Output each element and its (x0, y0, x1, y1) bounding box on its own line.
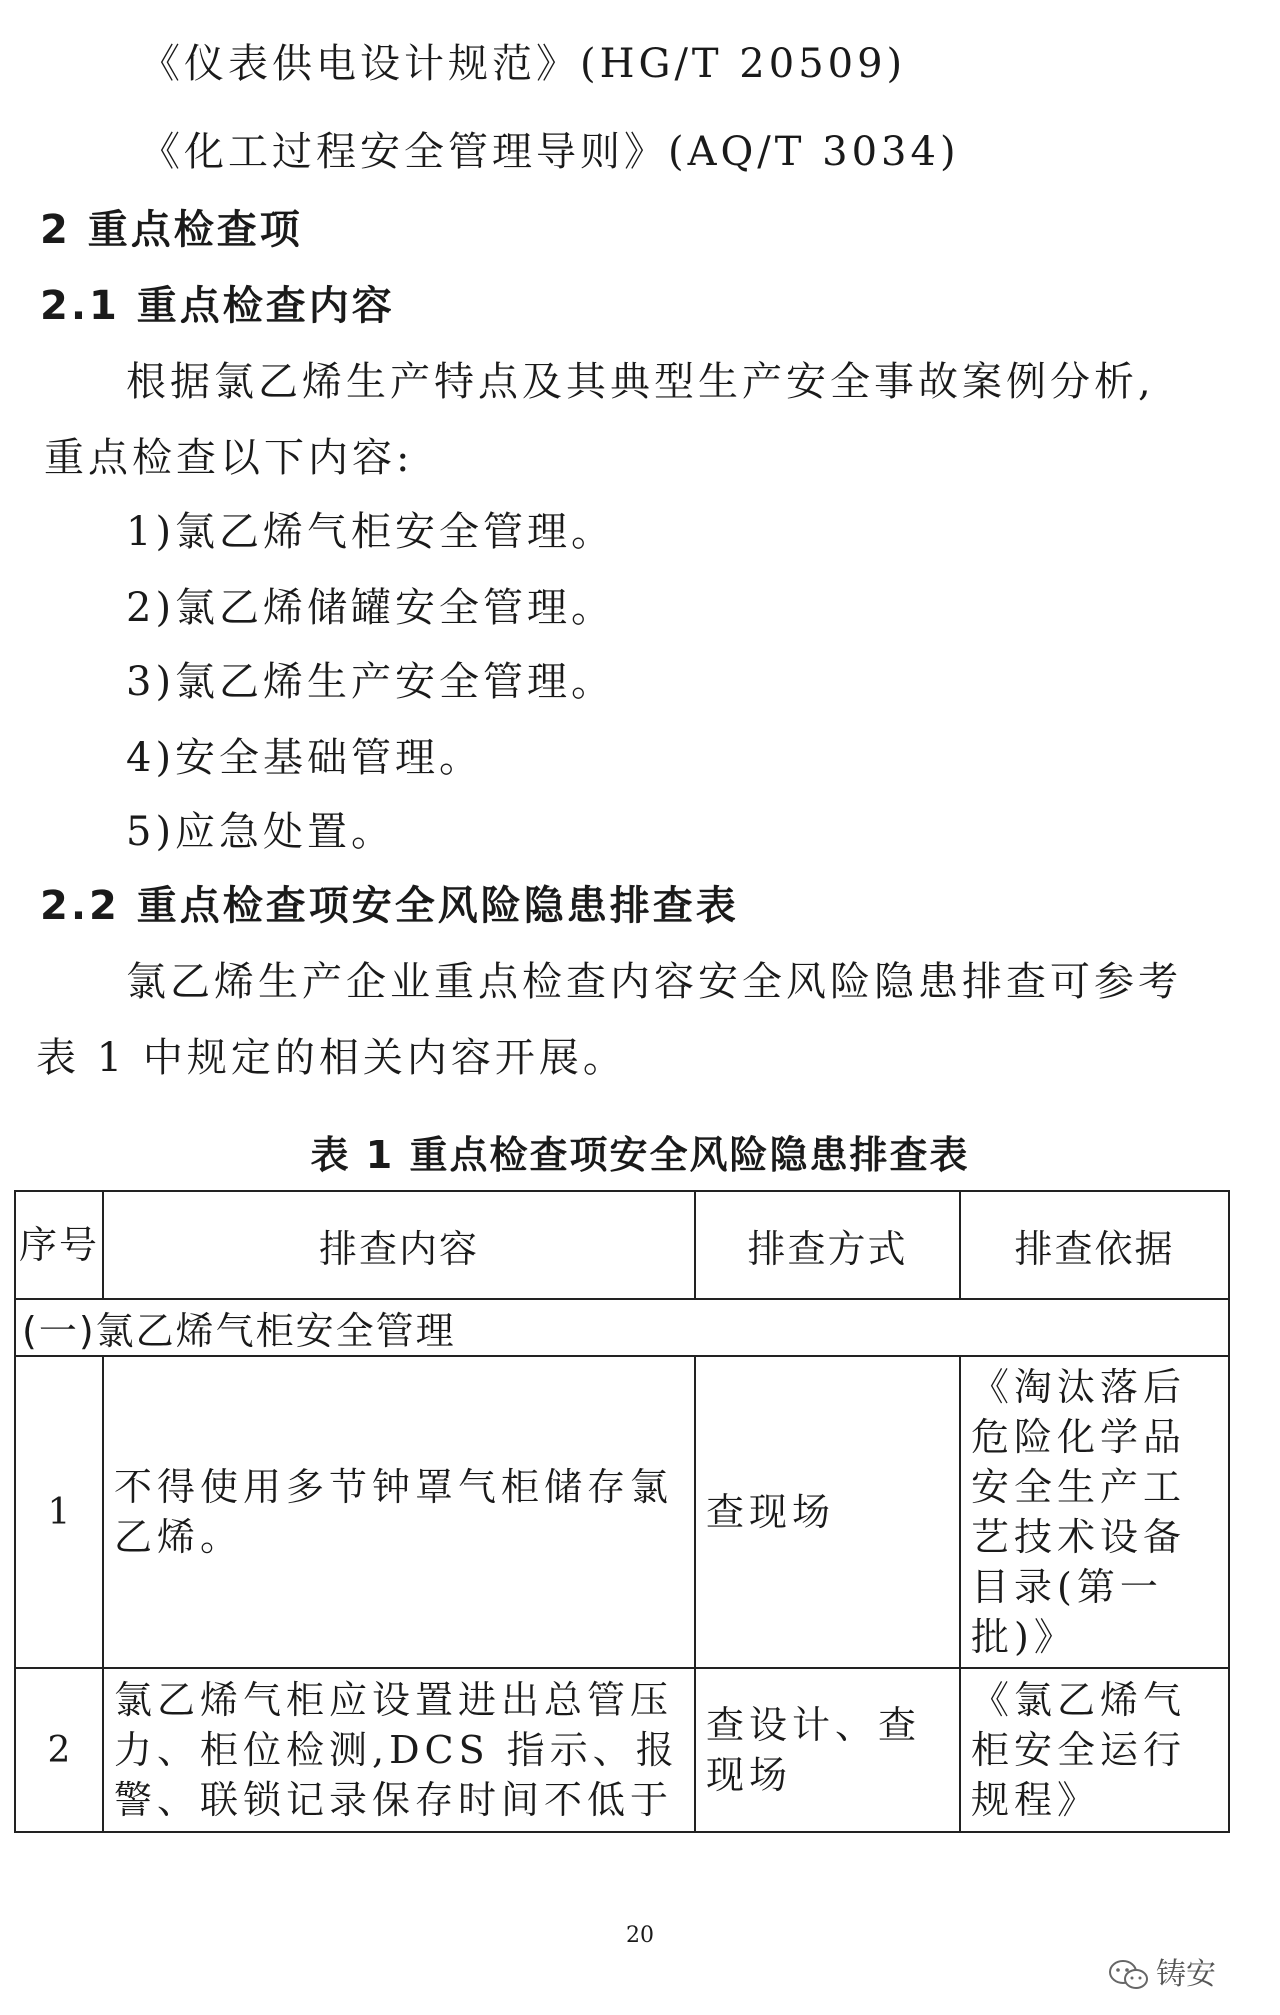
list-item-4: 4)安全基础管理。 (126, 735, 484, 781)
section-2-2-paragraph-line-2: 表 1 中规定的相关内容开展。 (36, 1035, 627, 1081)
section-2-heading: 2 重点检查项 (40, 207, 303, 253)
header-basis: 排查依据 (960, 1191, 1229, 1299)
header-seq: 序号 (15, 1191, 103, 1299)
row-basis: 《淘汰落后危险化学品安全生产工艺技术设备目录(第一批)》 (960, 1356, 1229, 1668)
row-method: 查现场 (695, 1356, 960, 1668)
section-2-1-heading: 2.1 重点检查内容 (40, 283, 395, 329)
inspection-table (14, 1190, 1230, 1833)
reference-line-2: 《化工过程安全管理导则》(AQ/T 3034) (140, 129, 960, 175)
section-2-1-paragraph-line-1: 根据氯乙烯生产特点及其典型生产安全事故案例分析, (126, 359, 1155, 405)
watermark-text: 铸安 (1156, 1957, 1216, 1992)
watermark (1108, 1955, 1216, 1995)
list-item-3: 3)氯乙烯生产安全管理。 (126, 659, 616, 705)
page-number: 20 (626, 1923, 654, 1948)
row-method: 查设计、查现场 (695, 1668, 960, 1832)
table-row (15, 1668, 1229, 1832)
section-row-label: (一)氯乙烯气柜安全管理 (15, 1299, 1229, 1356)
list-item-2: 2)氯乙烯储罐安全管理。 (126, 585, 616, 631)
table-row (15, 1356, 1229, 1668)
table-header-row (15, 1191, 1229, 1299)
wechat-icon (1108, 1959, 1150, 1991)
row-seq: 2 (15, 1668, 103, 1832)
list-item-1: 1)氯乙烯气柜安全管理。 (126, 509, 616, 555)
row-seq: 1 (15, 1356, 103, 1668)
header-content: 排查内容 (103, 1191, 695, 1299)
list-item-5: 5)应急处置。 (126, 809, 396, 855)
header-method: 排查方式 (695, 1191, 960, 1299)
row-content: 氯乙烯气柜应设置进出总管压力、柜位检测,DCS 指示、报警、联锁记录保存时间不低于 (103, 1668, 695, 1832)
row-content: 不得使用多节钟罩气柜储存氯乙烯。 (103, 1356, 695, 1668)
section-2-1-paragraph-line-2: 重点检查以下内容: (44, 435, 414, 481)
reference-line-1: 《仪表供电设计规范》(HG/T 20509) (140, 41, 907, 87)
section-2-2-heading: 2.2 重点检查项安全风险隐患排查表 (40, 883, 739, 929)
table-section-row (15, 1299, 1229, 1356)
row-basis: 《氯乙烯气柜安全运行规程》 (960, 1668, 1229, 1832)
section-2-2-paragraph-line-1: 氯乙烯生产企业重点检查内容安全风险隐患排查可参考 (126, 959, 1182, 1005)
table-title: 表 1 重点检查项安全风险隐患排查表 (310, 1133, 970, 1177)
